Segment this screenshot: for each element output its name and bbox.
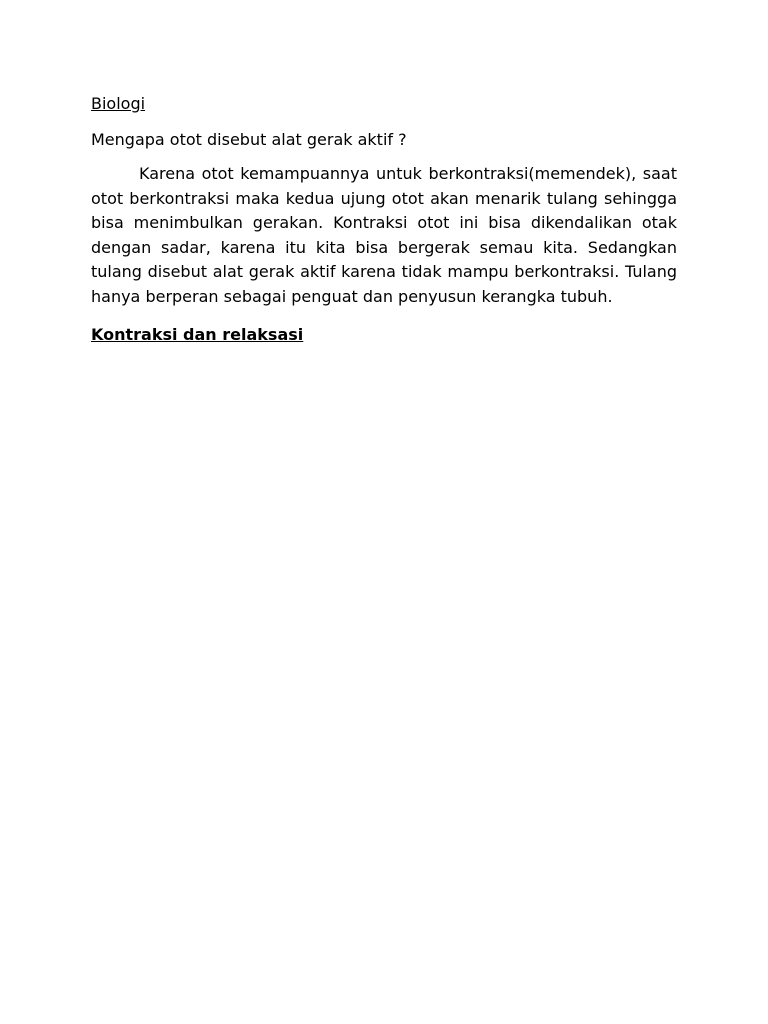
document-content xyxy=(91,92,677,347)
section-heading: Kontraksi dan relaksasi xyxy=(91,324,304,344)
document-title: Biologi xyxy=(91,94,146,113)
question-line: Mengapa otot disebut alat gerak aktif ? xyxy=(91,130,407,149)
answer-paragraph: Karena otot kemampuannya untuk berkontraksi(memendek), saat otot berkontraksi maka kedua ujung otot akan menarik tulang sehingga bisa menimbulkan gerakan. Kontraksi otot ini bisa dikendalikan otak dengan sadar, karena itu kita bisa bergerak semau kita. Sedangkan tulang disebut alat gerak aktif karena tidak mampu berkontraksi. Tulang hanya berperan sebagai penguat dan penyusun kerangka tubuh. xyxy=(91,164,677,306)
